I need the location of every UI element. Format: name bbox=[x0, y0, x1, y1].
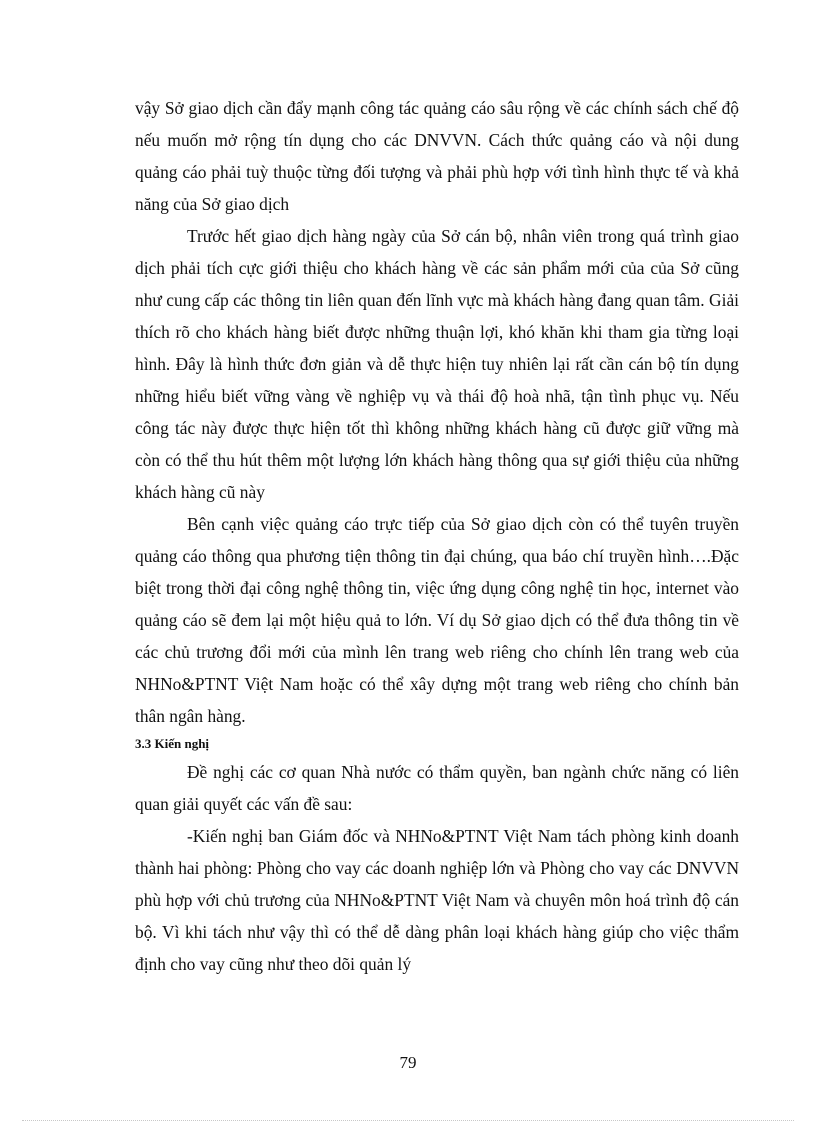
page-body bbox=[135, 92, 739, 980]
paragraph-recommendation-intro: Đề nghị các cơ quan Nhà nước có thẩm quyền, ban ngành chức năng có liên quan giải quyết các vấn đề sau: bbox=[135, 762, 739, 814]
paragraph-recommendation-1: -Kiến nghị ban Giám đốc và NHNo&PTNT Việt Nam tách phòng kinh doanh thành hai phòng: Phòng cho vay các doanh nghiệp lớn và Phòng cho vay các DNVVN phù hợp với chủ trương của NHNo&PTNT Việt Nam và chuyên môn hoá trình độ cán bộ. Vì khi tách như vậy thì có thể dễ dàng phân loại khách hàng giúp cho việc thẩm định cho vay cũng như theo dõi quản lý bbox=[135, 826, 739, 974]
page-number: 79 bbox=[399, 1053, 417, 1072]
section-heading: 3.3 Kiến nghị bbox=[135, 736, 210, 751]
paragraph-media-advertising: Bên cạnh việc quảng cáo trực tiếp của Sở giao dịch còn có thể tuyên truyền quảng cáo thông qua phương tiện thông tin đại chúng, qua báo chí truyền hình….Đặc biệt trong thời đại công nghệ thông tin, việc ứng dụng công nghệ tin học, internet vào quảng cáo sẽ đem lại một hiệu quả to lớn. Ví dụ Sở giao dịch có thể đưa thông tin về các chủ trương đổi mới của mình lên trang web riêng cho chính lên trang web của NHNo&PTNT Việt Nam hoặc có thể xây dựng một trang web riêng cho chính bản thân ngân hàng. bbox=[135, 514, 739, 726]
page-bottom-divider bbox=[22, 1120, 794, 1121]
paragraph-daily-transactions: Trước hết giao dịch hàng ngày của Sở cán bộ, nhân viên trong quá trình giao dịch phải tích cực giới thiệu cho khách hàng về các sản phẩm mới của của Sở cũng như cung cấp các thông tin liên quan đến lĩnh vực mà khách hàng đang quan tâm. Giải thích rõ cho khách hàng biết được những thuận lợi, khó khăn khi tham gia từng loại hình. Đây là hình thức đơn giản và dễ thực hiện tuy nhiên lại rất cần cán bộ tín dụng những hiểu biết vững vàng về nghiệp vụ và thái độ hoà nhã, tận tình phục vụ. Nếu công tác này được thực hiện tốt thì không những khách hàng cũ được giữ vững mà còn có thể thu hút thêm một lượng lớn khách hàng thông qua sự giới thiệu của những khách hàng cũ này bbox=[135, 226, 739, 502]
paragraph-continued: vậy Sở giao dịch cần đẩy mạnh công tác quảng cáo sâu rộng về các chính sách chế độ nếu muốn mở rộng tín dụng cho các DNVVN. Cách thức quảng cáo và nội dung quảng cáo phải tuỳ thuộc từng đối tượng và phải phù hợp với tình hình thực tế và khả năng của Sở giao dịch bbox=[135, 98, 739, 214]
